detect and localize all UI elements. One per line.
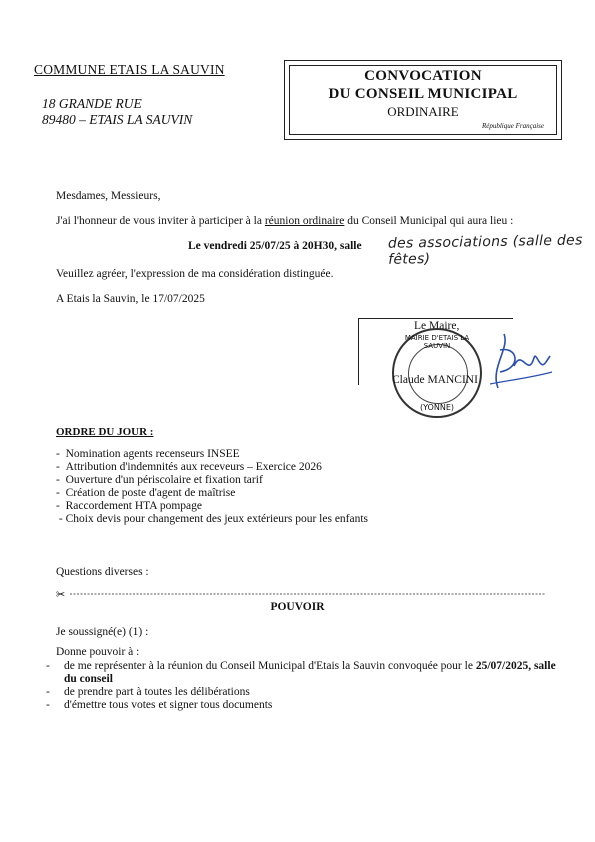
pouvoir-list <box>46 660 566 712</box>
meeting-datetime: Le vendredi 25/07/25 à 20H30, salle <box>188 240 362 252</box>
agenda-list <box>56 448 368 526</box>
agenda-item: - Attribution d'indemnités aux receveurs – Exercice 2026 <box>56 461 322 473</box>
salutation: Mesdames, Messieurs, <box>56 190 161 202</box>
handwritten-room: des associations (salle des fêtes) <box>387 232 583 268</box>
commune-name: COMMUNE ETAIS LA SAUVIN <box>34 62 225 77</box>
ordinaire-label: ORDINAIRE <box>387 104 459 119</box>
invitation-text <box>56 215 513 227</box>
scissors-icon: ✂ <box>56 588 66 600</box>
invitation-underlined: réunion ordinaire <box>264 215 345 227</box>
agenda-item: - Choix devis pour changement des jeux extérieurs pour les enfants <box>56 513 369 525</box>
invitation-before: J'ai l'honneur de vous inviter à participer à la <box>56 215 265 227</box>
address-line-1: 18 GRANDE RUE <box>42 96 142 111</box>
pouvoir-item: - d'émettre tous votes et signer tous documents <box>46 699 273 711</box>
donne-pouvoir-label: Donne pouvoir à : <box>56 646 140 658</box>
stamp-top-text: MAIRIE D'ETAIS LA SAUVIN <box>404 334 470 350</box>
agenda-item: - Ouverture d'un périscolaire et fixation tarif <box>56 474 263 486</box>
convocation-title: CONVOCATION <box>364 68 482 84</box>
council-title: DU CONSEIL MUNICIPAL <box>328 86 518 102</box>
soussigne-label: Je soussigné(e) (1) : <box>56 626 149 638</box>
pouvoir-heading: POUVOIR <box>270 601 325 613</box>
pouvoir-item: - de prendre part à toutes les délibérations <box>46 686 250 698</box>
closing-text: Veuillez agréer, l'expression de ma considération distinguée. <box>56 268 334 280</box>
republique-label: République Française <box>481 122 544 130</box>
mayor-role: Le Maire, <box>414 320 460 332</box>
invitation-after: du Conseil Municipal qui aura lieu : <box>344 215 514 227</box>
mairie-stamp <box>392 328 482 418</box>
agenda-heading: ORDRE DU JOUR : <box>56 426 154 438</box>
agenda-item: - Création de poste d'agent de maîtrise <box>56 487 236 499</box>
stamp-bottom-text: (YONNE) <box>419 403 454 412</box>
handwritten-signature <box>470 328 560 398</box>
questions-diverses: Questions diverses : <box>56 566 149 578</box>
place-date: A Etais la Sauvin, le 17/07/2025 <box>56 293 205 305</box>
address-line-2: 89480 – ETAIS LA SAUVIN <box>42 112 193 127</box>
mayor-name: Claude MANCINI <box>392 374 478 386</box>
convocation-title-box <box>284 60 562 140</box>
cut-line <box>56 588 548 600</box>
agenda-item: - Nomination agents recenseurs INSEE <box>56 448 240 460</box>
agenda-item: - Raccordement HTA pompage <box>56 500 202 512</box>
pouvoir-item: - de me représenter à la réunion du Conseil Municipal d'Etais la Sauvin convoquée pour le 25/07/2025, salle du conseil <box>46 660 556 685</box>
